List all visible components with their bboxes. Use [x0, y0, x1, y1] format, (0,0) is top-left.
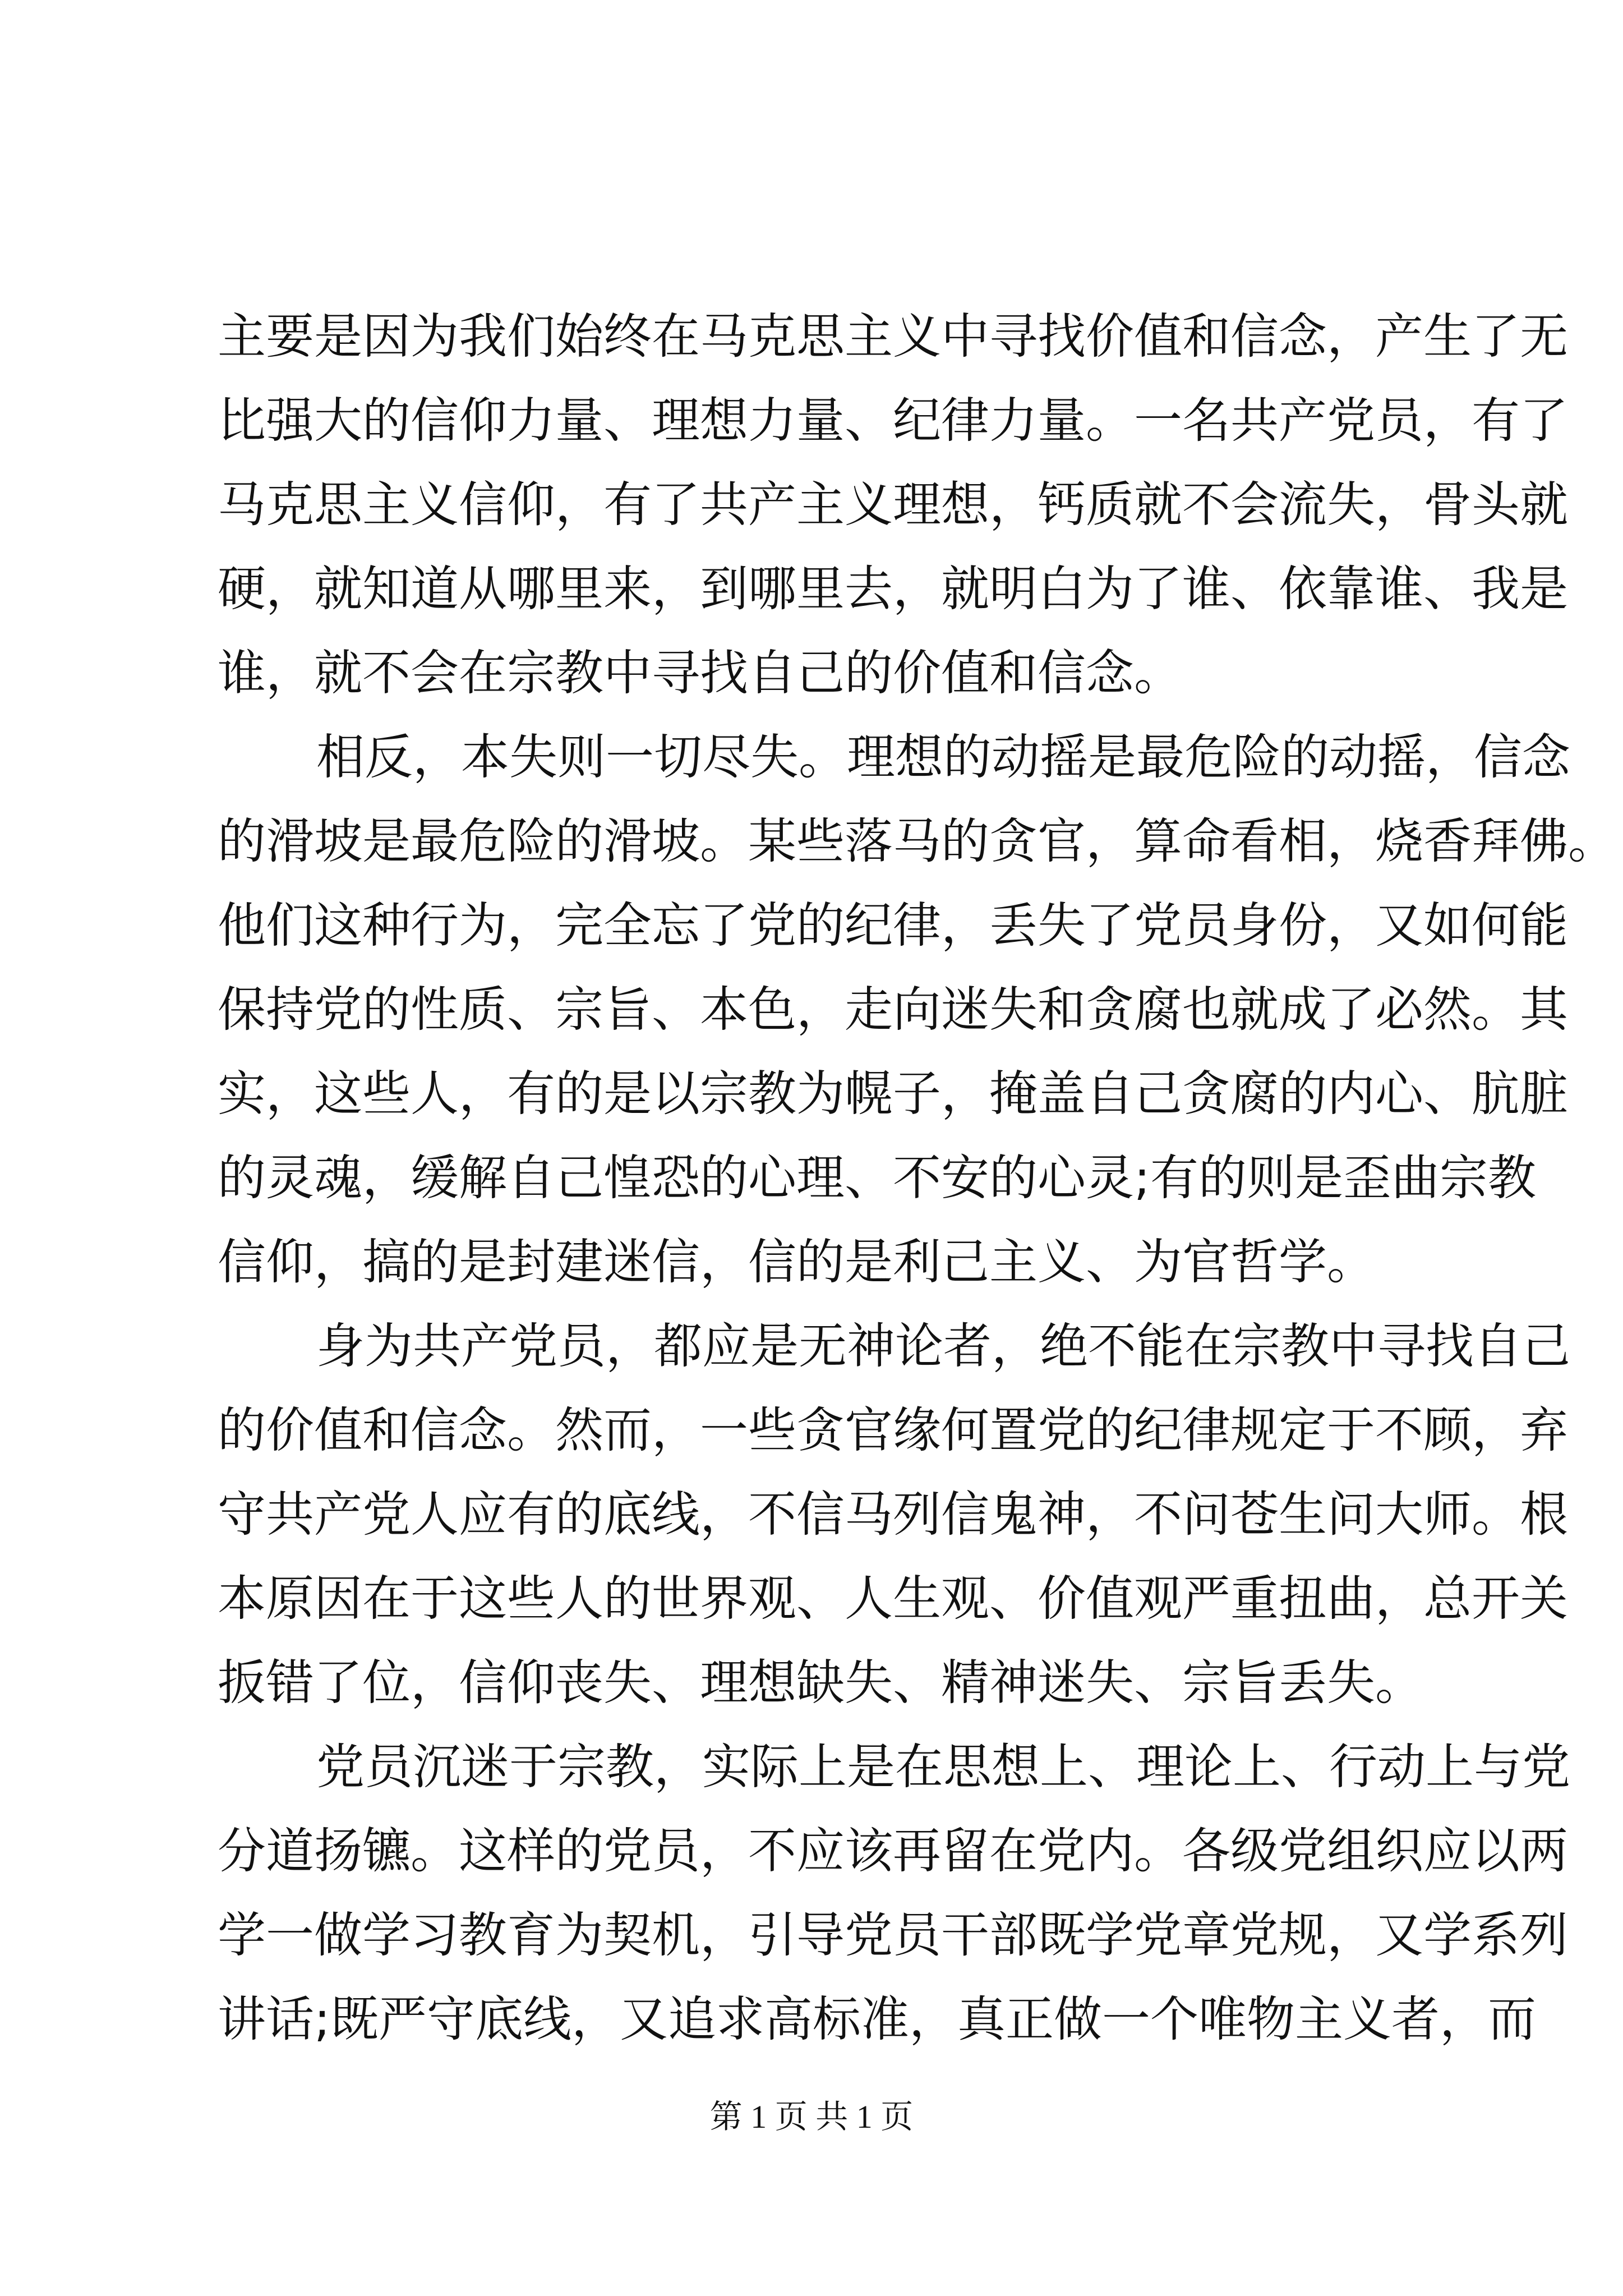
- text-line: 分道扬镳。这样的党员，不应该再留在党内。各级党组织应以两: [218, 1823, 1568, 1879]
- text-line: 比强大的信仰力量、理想力量、纪律力量。一名共产党员，有了: [218, 393, 1568, 449]
- text-line: 的价值和信念。然而，一些贪官缘何置党的纪律规定于不顾，弃: [218, 1402, 1568, 1458]
- text-line: 保持党的性质、宗旨、本色，走向迷失和贪腐也就成了必然。其: [218, 982, 1568, 1038]
- text-line: 学一做学习教育为契机，引导党员干部既学党章党规，又学系列: [218, 1907, 1568, 1963]
- text-line: 党员沉迷于宗教，实际上是在思想上、理论上、行动上与党: [316, 1739, 1570, 1795]
- text-line: 相反，本失则一切尽失。理想的动摇是最危险的动摇，信念: [316, 729, 1570, 785]
- text-line: 的灵魂，缓解自己惶恐的心理、不安的心灵;有的则是歪曲宗教: [218, 1150, 1536, 1206]
- text-line: 马克思主义信仰，有了共产主义理想，钙质就不会流失，骨头就: [218, 477, 1568, 533]
- text-line: 实，这些人，有的是以宗教为幌子，掩盖自己贪腐的内心、肮脏: [218, 1066, 1568, 1122]
- text-line: 硬，就知道从哪里来，到哪里去，就明白为了谁、依靠谁、我是: [218, 561, 1568, 617]
- text-line: 的滑坡是最危险的滑坡。某些落马的贪官，算命看相，烧香拜佛。: [218, 813, 1616, 869]
- text-line: 主要是因为我们始终在马克思主义中寻找价值和信念，产生了无: [218, 309, 1568, 365]
- text-line: 本原因在于这些人的世界观、人生观、价值观严重扭曲，总开关: [218, 1571, 1568, 1627]
- text-line: 守共产党人应有的底线，不信马列信鬼神，不问苍生问大师。根: [218, 1487, 1568, 1543]
- text-line: 身为共产党员，都应是无神论者，绝不能在宗教中寻找自己: [316, 1318, 1570, 1374]
- text-line: 信仰，搞的是封建迷信，信的是利己主义、为官哲学。: [218, 1234, 1375, 1290]
- text-line: 扳错了位，信仰丧失、理想缺失、精神迷失、宗旨丢失。: [218, 1655, 1423, 1711]
- text-line: 讲话;既严守底线，又追求高标准，真正做一个唯物主义者，而: [218, 1991, 1536, 2047]
- page-number-footer: 第 1 页 共 1 页: [709, 2099, 914, 2135]
- text-line: 谁，就不会在宗教中寻找自己的价值和信念。: [218, 645, 1182, 701]
- text-line: 他们这种行为，完全忘了党的纪律，丢失了党员身份，又如何能: [218, 898, 1568, 954]
